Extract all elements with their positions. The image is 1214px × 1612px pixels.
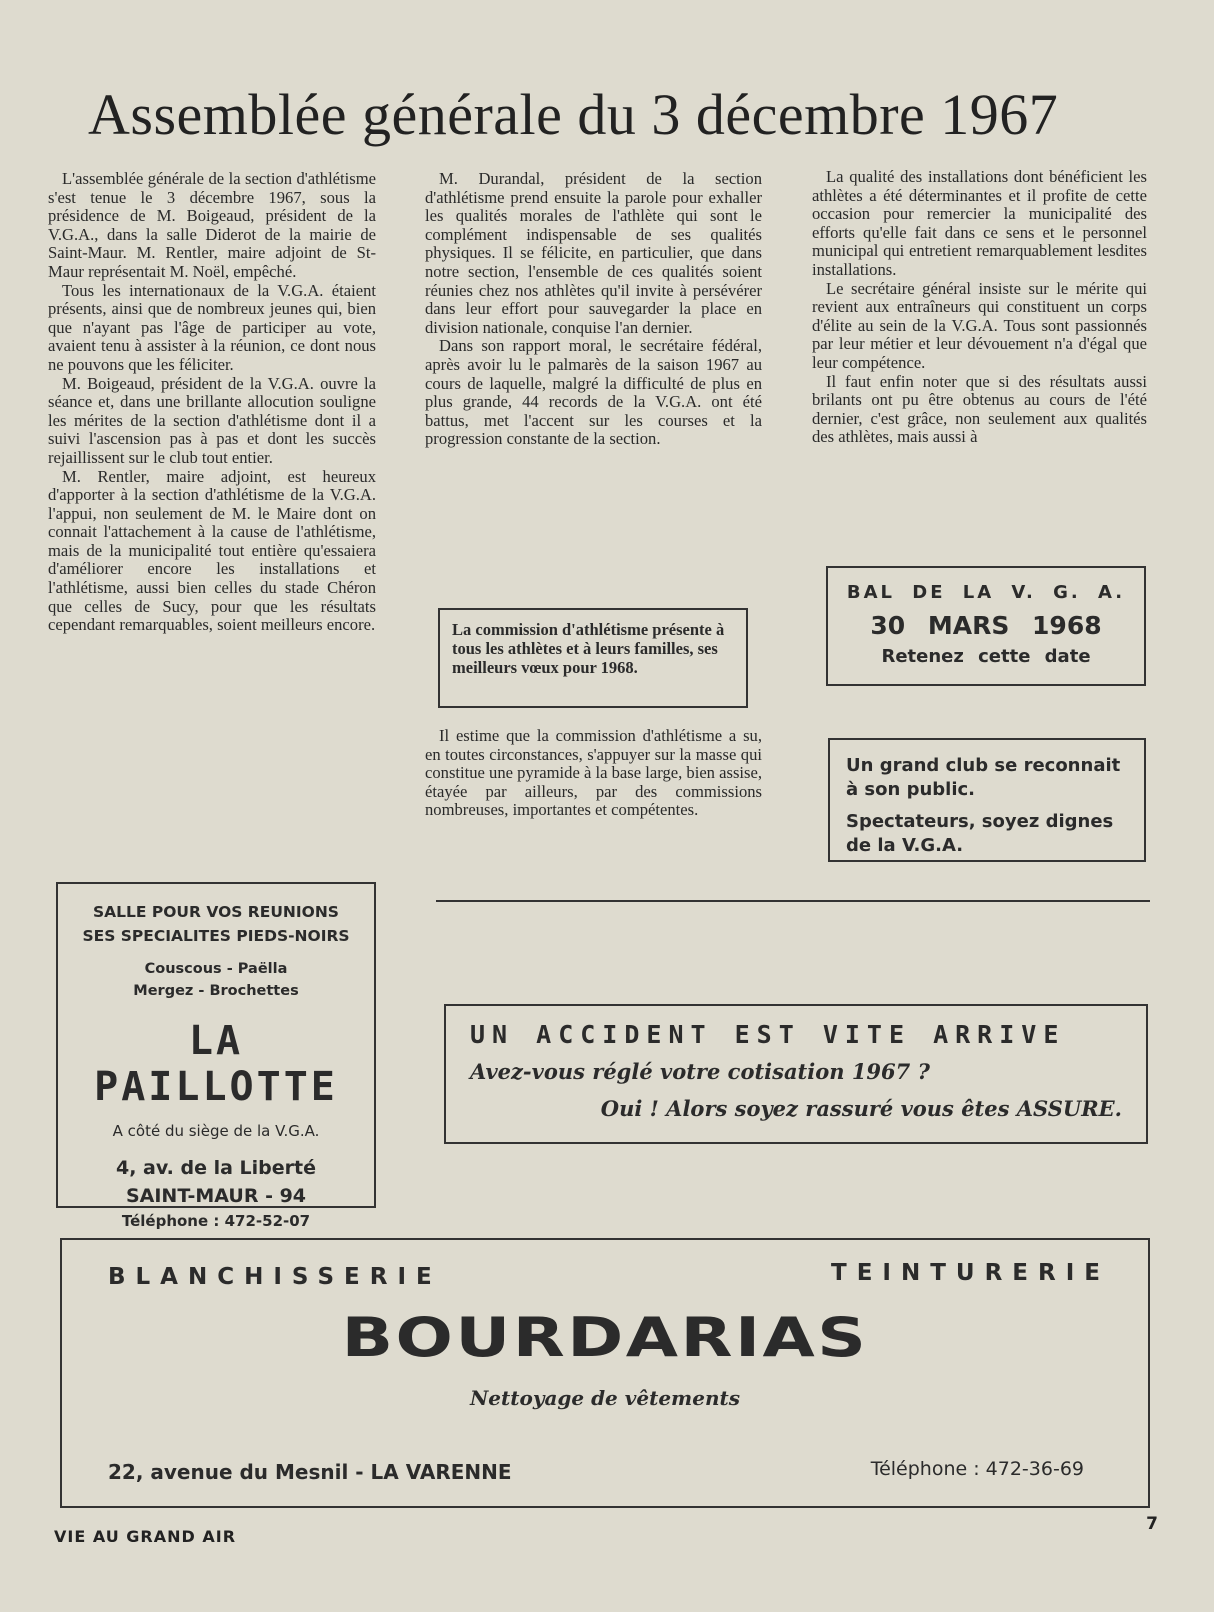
paillotte-line2: SES SPECIALITES PIEDS-NOIRS [82,927,350,945]
accident-ad-box [444,1004,1148,1144]
article-column-2 [425,170,762,449]
paillotte-phone: Téléphone : 472-52-07 [121,1212,311,1230]
article-column-3 [812,168,1147,447]
page-number: 7 [1146,1514,1158,1534]
commission-text: La commission d'athlétisme présente à tous les athlètes et à leurs familles, ses meilleurs vœux pour 1968. [452,620,725,677]
paragraph: Il estime que la commission d'athlétisme a su, en toutes circonstances, s'appuyer sur la masse qui constitue une pyramide à la base large, bien assise, étayée par ailleurs, par des commissions nombreuses, importantes et compétentes. [425,726,762,820]
divider [436,900,1150,902]
grand-club-line1: Un grand club se reconnait à son public. [846,755,1121,800]
paillotte-dishes2: Mergez - Brochettes [133,983,299,999]
commission-box [438,608,748,708]
accident-headline: UN ACCIDENT EST VITE ARRIVE [470,1020,1066,1049]
paillotte-address: 4, av. de la Liberté [115,1157,317,1179]
bal-note: Retenez cette date [881,646,1091,667]
paragraph: La qualité des installations dont bénéficient les athlètes a été déterminantes et il profite de cette occasion pour remercier la municipalité des efforts qu'elle fait dans ce sens et le personnel municipal qui entretient remarquablement lesdites installations. [812,167,1147,279]
bourdarias-right-label: TEINTURERIE [831,1260,1110,1286]
article-column-2-continued [425,727,762,820]
paillotte-location: A côté du siège de la V.G.A. [112,1122,320,1140]
bal-announcement-box [826,566,1146,686]
paragraph: Dans son rapport moral, le secrétaire fédéral, après avoir lu le palmarès de la saison 1967 au cours de laquelle, malgré la difficulté de plus en plus grande, 44 records de la V.G.A. ont été battus, met l'accent sur les courses et la progression constante de la section. [425,336,762,449]
article-column-1 [48,170,376,635]
paillotte-name: LA PAILLOTTE [94,1018,338,1110]
grand-club-line2: Spectateurs, soyez dignes de la V.G.A. [846,811,1114,856]
bal-title: BAL DE LA V. G. A. [846,582,1126,603]
paillotte-dishes1: Couscous - Paëlla [144,961,288,977]
page-title: Assemblée générale du 3 décembre 1967 [88,82,1059,147]
paillotte-city: SAINT-MAUR - 94 [125,1185,307,1207]
bourdarias-phone: Téléphone : 472-36-69 [870,1458,1084,1480]
bourdarias-name: BOURDARIAS [341,1306,869,1369]
bourdarias-tagline: Nettoyage de vêtements [470,1386,740,1410]
paragraph: Le secrétaire général insiste sur le mérite qui revient aux entraîneurs qui constituent un corps d'élite au sein de la V.G.A. Tous sont passionnés par leur métier et leur dévouement n'a d'égal que leur compétence. [812,278,1147,372]
paragraph: M. Durandal, président de la section d'athlétisme prend ensuite la parole pour exhaller les qualités morales de l'athlète qui sont le complément indispensable de ses qualités physiques. Il se félicite, en particulier, que dans notre section, l'ensemble de ces qualités soient réunies chez nos athlètes qu'il invite à persévérer dans leur effort pour sauvegarder la place en division nationale, conquise l'an dernier. [425,169,762,337]
paillotte-ad-box [56,882,376,1230]
footer-publication: VIE AU GRAND AIR [54,1527,237,1546]
paragraph: Il faut enfin noter que si des résultats aussi brilants ont pu être obtenus au cours de l'été dernier, c'est grâce, non seulement aux qualités des athlètes, mais aussi à [812,371,1147,447]
bal-date: 30 MARS 1968 [870,611,1102,640]
bourdarias-address: 22, avenue du Mesnil - LA VARENNE [108,1460,512,1484]
paragraph: L'assemblée générale de la section d'athlétisme s'est tenue le 3 décembre 1967, sous la présidence de M. Boigeaud, président de la V.G.A., dans la salle Diderot de la mairie de Saint-Maur. M. Rentler, maire adjoint de St-Maur représentait M. Noël, empêché. [48,169,376,281]
grand-club-box [828,738,1146,862]
accident-question: Avez-vous réglé votre cotisation 1967 ? [470,1059,930,1084]
paragraph: M. Rentler, maire adjoint, est heureux d'apporter à la section d'athlétisme de la V.G.A. l'appui, non seulement de M. le Maire dont on connait l'attachement à la cause de l'athlétisme, mais de la municipalité tout entière qu'essaiera d'améliorer encore les installations et l'athlétisme, aussi bien celles du stade Chéron que celles de Sucy, pour que les résultats cependant remarquables, soient meilleurs encore. [48,466,376,635]
paragraph: Tous les internationaux de la V.G.A. étaient présents, ainsi que de nombreux jeunes qui, bien que n'ayant pas l'âge de participer au vote, avaient tenu à assister à la réunion, ce dont nous ne pouvons que les féliciter. [48,280,376,374]
bourdarias-ad-box [60,1238,1150,1508]
paillotte-line1: SALLE POUR VOS REUNIONS [93,903,339,921]
accident-answer: Oui ! Alors soyez rassuré vous êtes ASSURE. [600,1096,1122,1121]
bourdarias-left-label: BLANCHISSERIE [108,1264,442,1290]
paragraph: M. Boigeaud, président de la V.G.A. ouvre la séance et, dans une brillante allocution souligne les mérites de la section d'athlétisme dont il a suivi l'ascension pas à pas et dont les succès rejaillissent sur le club tout entier. [48,373,376,467]
